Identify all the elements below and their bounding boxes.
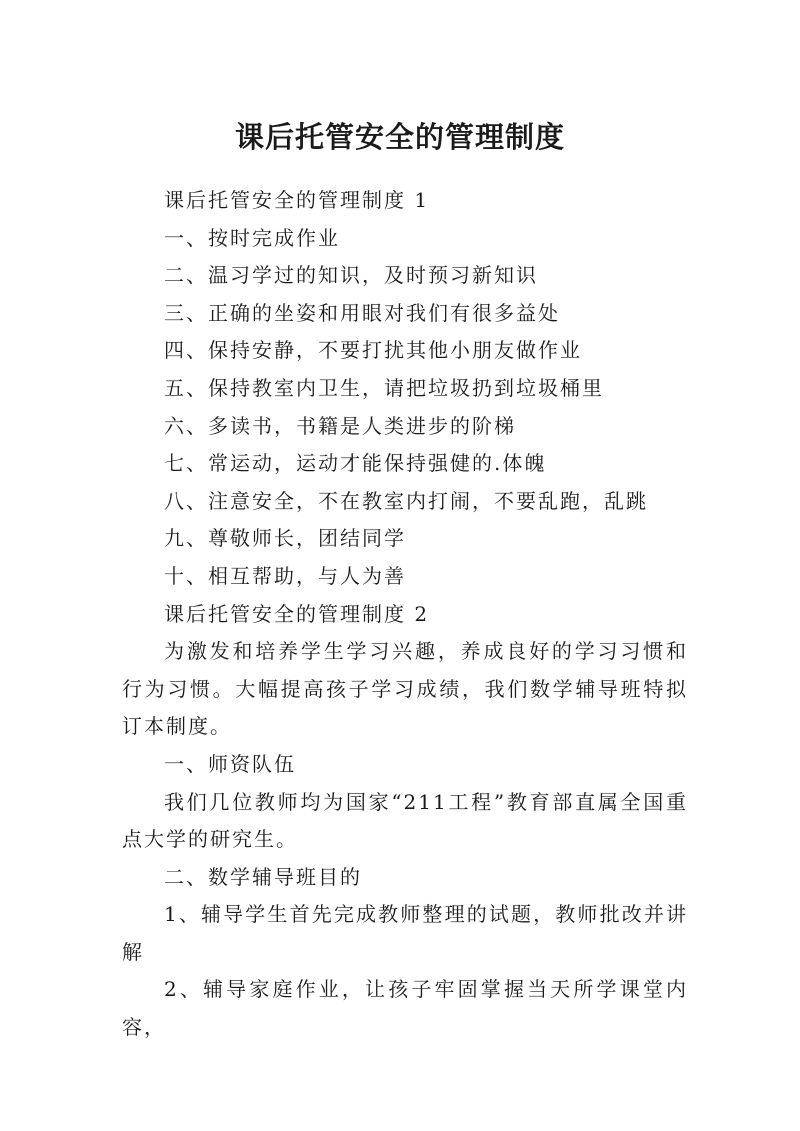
purpose-item-2: 2、辅导家庭作业，让孩子牢固掌握当天所学课堂内容，: [122, 977, 688, 1040]
rule-item: 十、相互帮助，与人为善: [164, 563, 406, 588]
purpose-item-1: 1、辅导学生首先完成教师整理的试题，教师批改并讲解: [122, 902, 688, 964]
rule-item: 七、常运动，运动才能保持强健的.体魄: [164, 451, 547, 476]
rule-item: 五、保持教室内卫生，请把垃圾扔到垃圾桶里: [164, 375, 604, 400]
subheading-purpose: 二、数学辅导班目的: [164, 864, 362, 889]
rule-item: 一、按时完成作业: [164, 225, 340, 250]
document-title: 课后托管安全的管理制度: [234, 120, 565, 155]
subheading-teachers: 一、师资队伍: [164, 751, 296, 776]
intro-paragraph: 为激发和培养学生学习兴趣，养成良好的学习习惯和行为习惯。大幅提高孩子学习成绩，我们数学辅导班特拟订本制度。: [122, 639, 688, 739]
rule-item: 四、保持安静，不要打扰其他小朋友做作业: [164, 338, 582, 363]
rule-item: 二、温习学过的知识，及时预习新知识: [164, 263, 538, 288]
rule-item: 三、正确的坐姿和用眼对我们有很多益处: [164, 300, 560, 325]
section-heading-2: 课后托管安全的管理制度 2: [164, 601, 430, 626]
rule-item: 九、尊敬师长，团结同学: [164, 526, 406, 551]
document-body: [122, 182, 688, 1047]
rule-item: 六、多读书，书籍是人类进步的阶梯: [164, 413, 516, 438]
rule-item: 八、注意安全，不在教室内打闹，不要乱跑，乱跳: [164, 488, 648, 513]
section-heading-1: 课后托管安全的管理制度 1: [164, 188, 430, 212]
teachers-paragraph: 我们几位教师均为国家“211工程”教育部直属全国重点大学的研究生。: [122, 789, 688, 852]
